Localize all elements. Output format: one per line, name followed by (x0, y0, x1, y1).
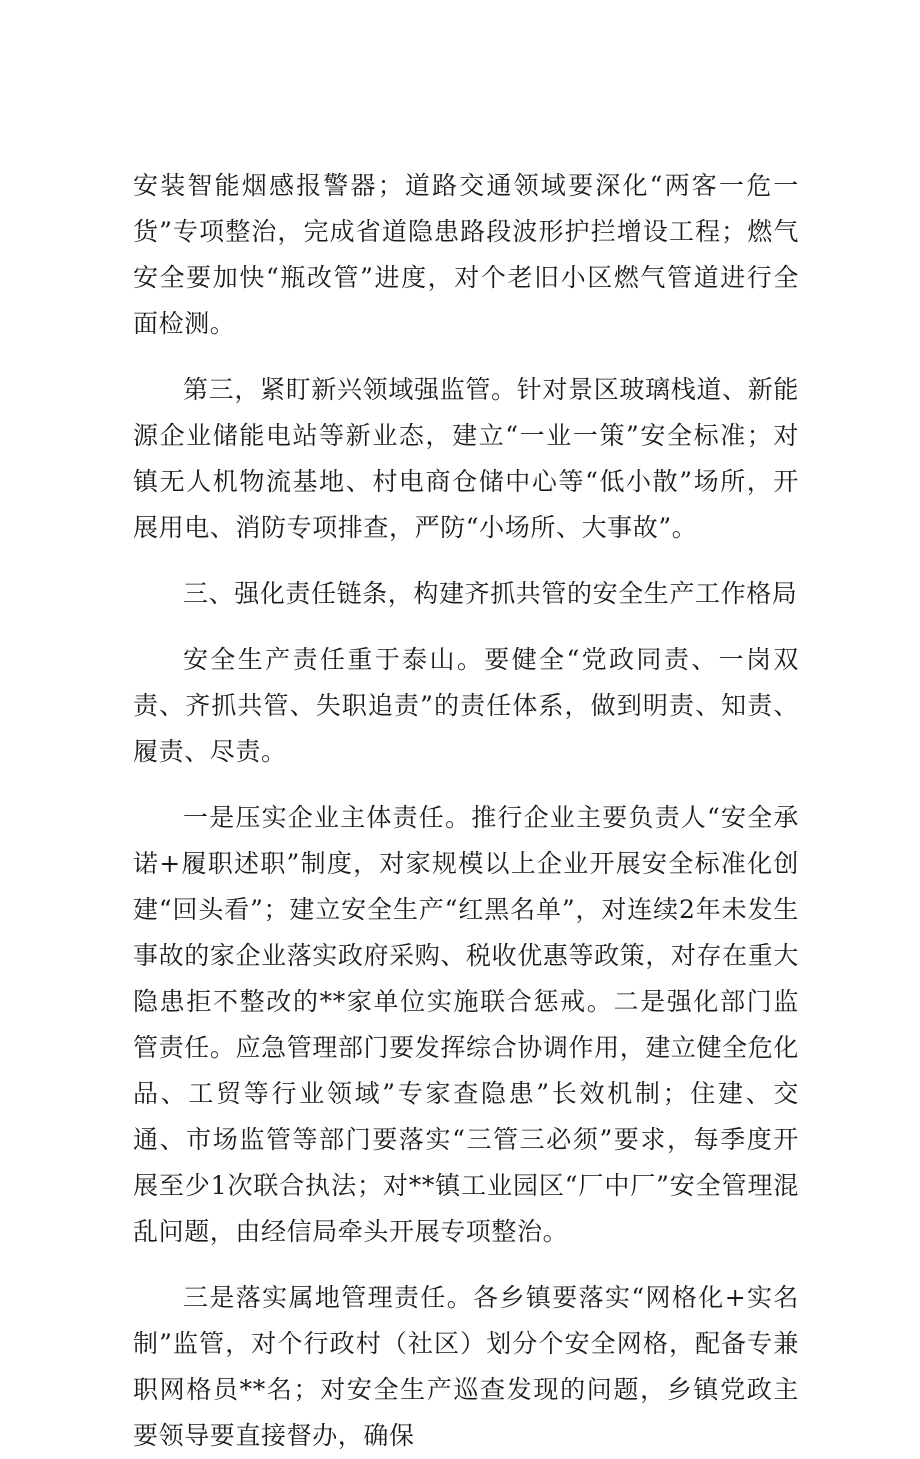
paragraph-enterprise-department-responsibility: 一是压实企业主体责任。推行企业主要负责人“安全承诺+履职述职”制度，对家规模以上企业开展安全标准化创建“回头看”；建立安全生产“红黑名单”，对连续2年未发生事故的家企业落实政府采购、税收优惠等政策，对存在重大隐患拒不整改的**家单位实施联合惩戒。二是强化部门监管责任。应急管理部门要发挥综合协调作用，建立健全危化品、工贸等行业领域”专家查隐患”长效机制；住建、交通、市场监管等部门要落实“三管三必须”要求，每季度开展至少1次联合执法；对**镇工业园区“厂中厂”安全管理混乱问题，由经信局牵头开展专项整治。 (133, 803, 799, 1246)
document-body (133, 163, 799, 1459)
section-heading: 三、强化责任链条，构建齐抓共管的安全生产工作格局 (183, 579, 798, 608)
paragraph-continuation: 安装智能烟感报警器；道路交通领域要深化“两客一危一货”专项整治，完成省道隐患路段波形护拦增设工程；燃气安全要加快“瓶改管”进度，对个老旧小区燃气管道进行全面检测。 (133, 171, 799, 338)
paragraph-responsibility-intro: 安全生产责任重于泰山。要健全“党政同责、一岗双责、齐抓共管、失职追责”的责任体系，做到明责、知责、履责、尽责。 (133, 645, 799, 766)
paragraph-third-point: 第三，紧盯新兴领域强监管。针对景区玻璃栈道、新能源企业储能电站等新业态，建立“一业一策”安全标准；对镇无人机物流基地、村电商仓储中心等“低小散”场所，开展用电、消防专项排查，严防“小场所、大事故”。 (133, 375, 799, 542)
paragraph-territorial-responsibility: 三是落实属地管理责任。各乡镇要落实“网格化+实名制”监管，对个行政村（社区）划分个安全网格，配备专兼职网格员**名；对安全生产巡查发现的问题，乡镇党政主要领导要直接督办，确保 (133, 1283, 799, 1450)
